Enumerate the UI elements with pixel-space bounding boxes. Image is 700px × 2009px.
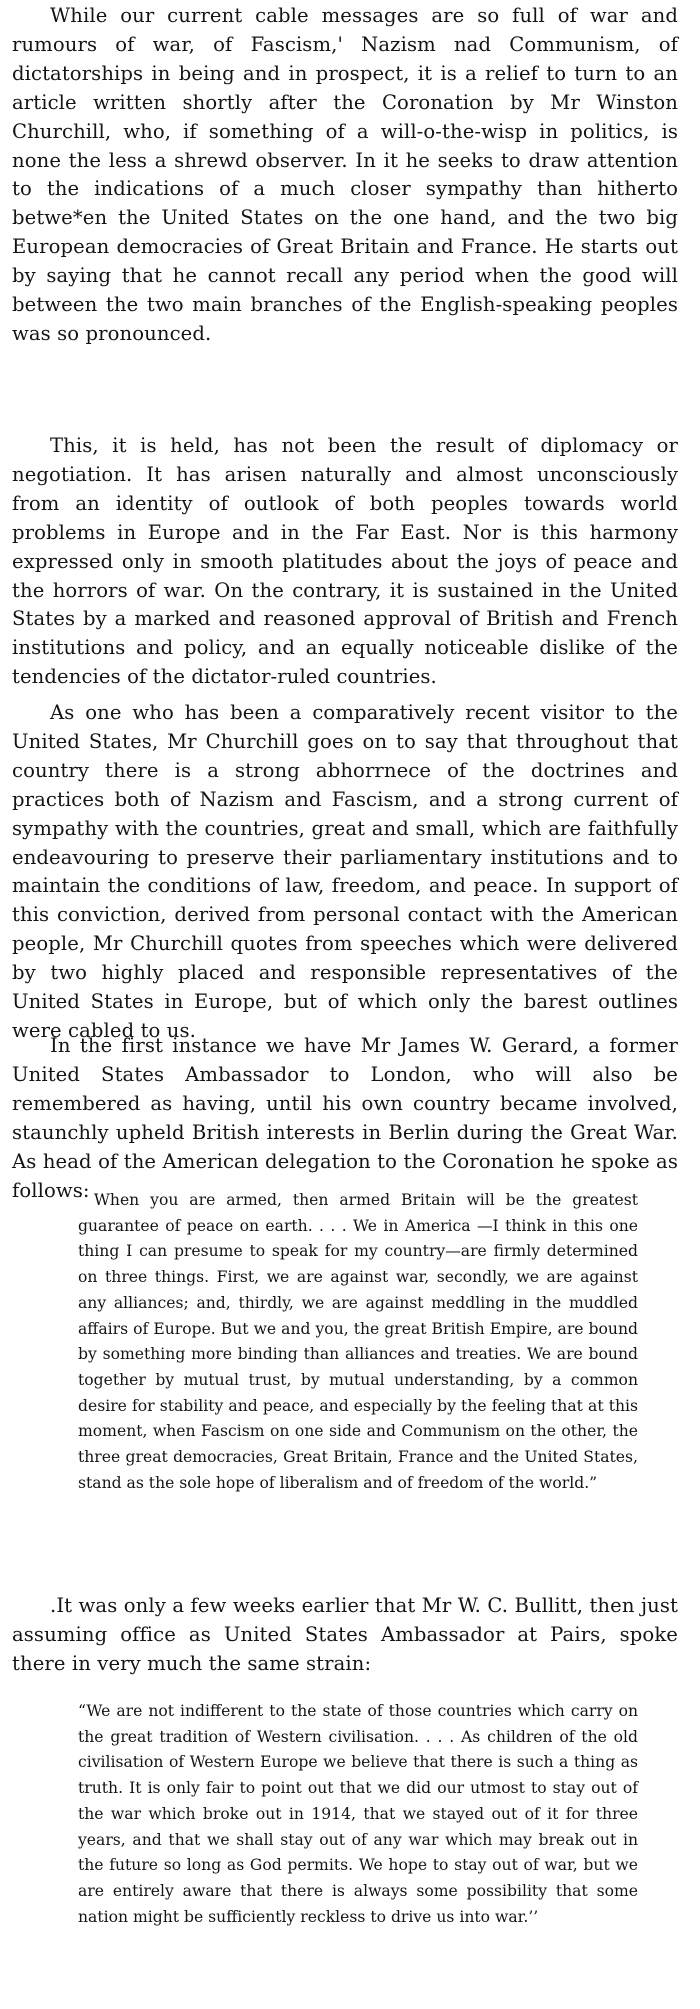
- quote-gerard: ‘ When you are armed, then armed Britain will be the greatest guarantee of peace on earth. . . . We in America —I think in this one thing I can presume to speak for my country—are firmly determined on three things. First, we are against war, secondly, we are against any alliances; and, thirdly, we are against meddling in the muddled affairs of Europe. But we and you, the great British Empire, are bound by something more binding than alliances and treaties. We are bound together by mutual trust, by mutual understanding, by a common desire for stability and peace, and especially by the feeling that at this moment, when Fascism on one side and Communism on the other, the three great democracies, Great Britain, France and the United States, stand as the sole hope of liberalism and of freedom of the world.”: [78, 1191, 638, 1492]
- paragraph-churchill-article: While our current cable messages are so full of war and rumours of war, of Fascism,' Nazism nad Communism, of dictatorships in being and in prospect, it is a relief to turn to an article written shortly after the Coronation by Mr Winston Churchill, who, if something of a will-o-the-wisp in politics, is none the less a shrewd observer. In it he seeks to draw attention to the indications of a much closer sympathy than hitherto betwe*en the United States on the one hand, and the two big European democracies of Great Britain and France. He starts out by saying that he cannot recall any period when the good will between the two main branches of the English-speaking peoples was so pronounced.: [12, 4, 678, 345]
- paragraph-bullitt-intro: .It was only a few weeks earlier that Mr W. C. Bullitt, then just assuming office as United States Ambassador at Pairs, spoke there in very much the same strain:: [12, 1594, 678, 1675]
- paragraph-sympathy: As one who has been a comparatively recent visitor to the United States, Mr Churchill goes on to say that throughout that country there is a strong abhorrnece of the doctrines and practices both of Nazism and Fascism, and a strong current of sympathy with the countries, great and small, which are faithfully endeavouring to preserve their parliamentary institutions and to maintain the conditions of law, freedom, and peace. In support of this conviction, derived from personal contact with the American people, Mr Churchill quotes from speeches which were delivered by two highly placed and responsible representatives of the United States in Europe, but of which only the barest outlines were cabled to us.: [12, 701, 678, 1042]
- paragraph-harmony: This, it is held, has not been the result of diplomacy or negotiation. It has arisen naturally and almost unconsciously from an identity of outlook of both peoples towards world problems in Europe and in the Far East. Nor is this harmony expressed only in smooth platitudes about the joys of peace and the horrors of war. On the contrary, it is sustained in the United States by a marked and reasoned approval of British and French institutions and policy, and an equally noticeable dislike of the tendencies of the dictator-ruled countries.: [12, 434, 678, 689]
- paragraph-gerard-intro: In the first instance we have Mr James W. Gerard, a former United States Ambassador to London, who will also be remembered as having, until his own country became involved, staunchly upheld British interests in Berlin during the Great War. As head of the American delegation to the Coronation he spoke as follows:: [12, 1034, 678, 1202]
- quote-bullitt: “We are not indifferent to the state of those countries which carry on the great tradition of Western civilisation. . . . As children of the old civilisation of Western Europe we believe that there is such a thing as truth. It is only fair to point out that we did our utmost to stay out of the war which broke out in 1914, that we stayed out of it for three years, and that we shall stay out of any war which may break out in the future so long as God permits. We hope to stay out of war, but we are entirely aware that there is always some possibility that some nation might be sufficiently reckless to drive us into war.’’: [78, 1702, 638, 1926]
